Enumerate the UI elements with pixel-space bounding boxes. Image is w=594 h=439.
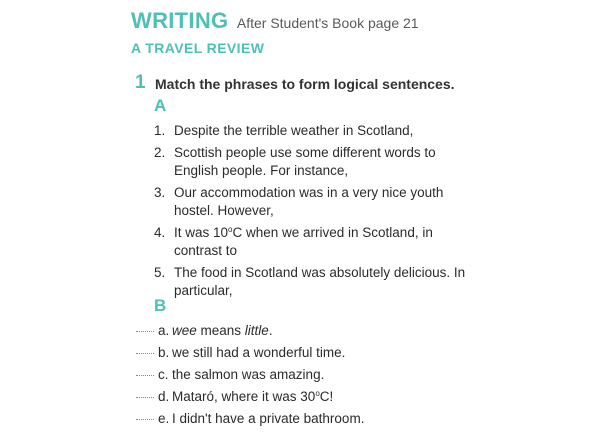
list-item (136, 344, 456, 362)
list-item (154, 144, 474, 180)
section-title: WRITING (131, 8, 229, 33)
list-item (154, 184, 474, 220)
item-text: Despite the terrible weather in Scotland, (174, 123, 414, 138)
item-letter: b. (158, 345, 170, 360)
list-item (136, 366, 456, 384)
item-text-post: C when we arrived in Scotland, in contrast to (174, 225, 433, 258)
italic-word: wee (172, 323, 197, 338)
item-text: Our accommodation was in a very nice youth hostel. However, (174, 185, 444, 218)
item-text: The food in Scotland was absolutely delicious. In particular, (174, 265, 466, 298)
item-number: 1. (154, 123, 166, 138)
list-item (154, 264, 474, 300)
answer-blank[interactable] (136, 419, 154, 420)
list-item (136, 322, 456, 340)
exercise-subtitle: A TRAVEL REVIEW (131, 40, 265, 56)
item-text: we still had a wonderful time. (172, 345, 346, 360)
item-text-post: C! (319, 389, 334, 404)
item-number: 3. (154, 185, 166, 200)
answer-blank[interactable] (136, 397, 154, 398)
answer-blank[interactable] (136, 353, 154, 354)
degree-superscript: o (315, 389, 320, 398)
item-number: 5. (154, 265, 166, 280)
exercise-number: 1 (135, 72, 146, 93)
item-text-end: . (268, 323, 273, 338)
answer-blank[interactable] (136, 375, 154, 376)
list-item (136, 388, 456, 406)
item-text-pre: Mataró, where it was 30 (172, 389, 316, 404)
list-item (154, 122, 474, 140)
section-header (131, 8, 419, 34)
item-letter: d. (158, 389, 170, 404)
item-text: the salmon was amazing. (172, 367, 325, 382)
list-item (154, 224, 474, 260)
item-text-pre: It was 10 (174, 225, 229, 240)
item-number: 4. (154, 225, 166, 240)
exercise-instruction: Match the phrases to form logical sentences. (155, 76, 455, 92)
item-number: 2. (154, 145, 166, 160)
group-a-label: A (154, 96, 167, 115)
item-letter: a. (158, 323, 170, 338)
group-b-list (136, 322, 456, 432)
group-a-list (154, 122, 474, 304)
answer-blank[interactable] (136, 331, 154, 332)
item-text: Scottish people use some different words to English people. For instance, (174, 145, 436, 178)
list-item (136, 410, 456, 428)
group-b-label: B (154, 296, 167, 315)
item-text: I didn't have a private bathroom. (172, 411, 365, 426)
item-letter: e. (158, 411, 170, 426)
degree-superscript: o (228, 225, 233, 234)
item-letter: c. (158, 367, 169, 382)
italic-word: little (244, 323, 269, 338)
section-reference: After Student's Book page 21 (236, 15, 419, 31)
item-text: means (196, 323, 245, 338)
